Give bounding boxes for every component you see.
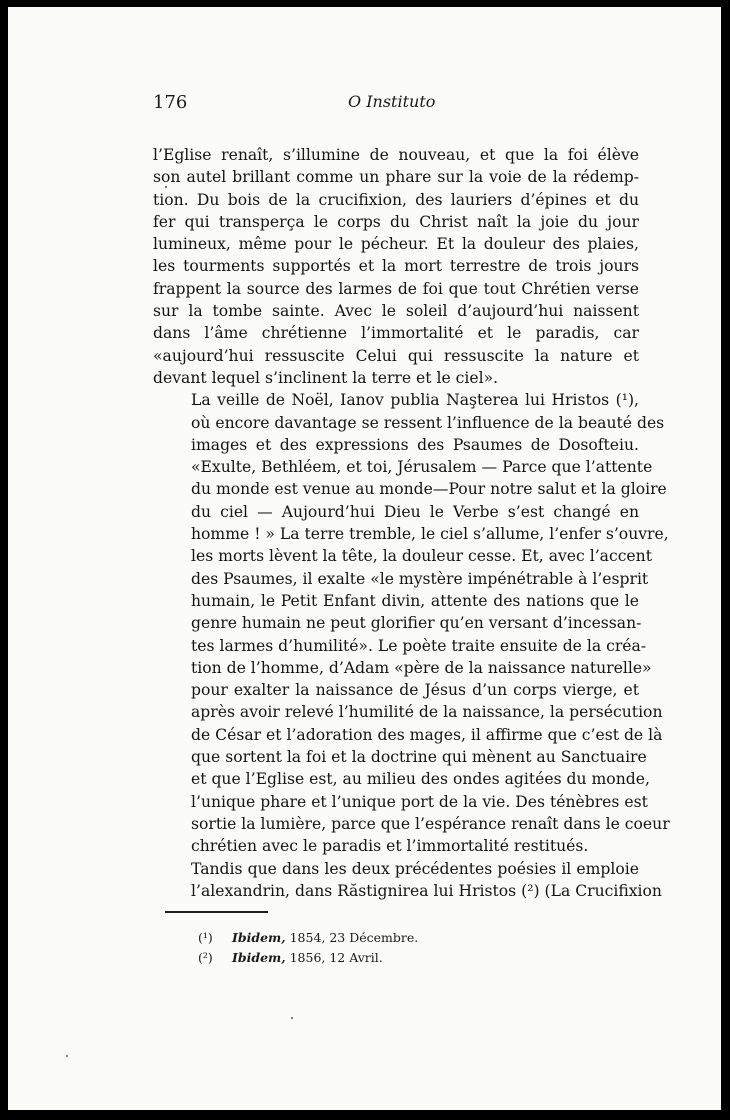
scan-speck	[165, 186, 167, 188]
text-line: où encore davantage se ressent l’influence de la beauté des	[191, 413, 665, 432]
footnote-item	[198, 928, 418, 948]
text-line: frappent la source des larmes de foi que tout Chrétien verse	[153, 279, 639, 298]
footnote-text: 1856, 12 Avril.	[285, 950, 383, 965]
footnote-ibidem: Ibidem,	[232, 950, 286, 965]
text-line: les tourments supportés et la mort terrestre de trois jours	[153, 257, 639, 276]
text-line: «Exulte, Bethléem, et toi, Jérusalem — Parce que l’attente	[191, 458, 653, 477]
text-line: La veille de Noël, Ianov publia Naşterea lui Hristos (¹),	[191, 391, 639, 410]
text-line: images et des expressions des Psaumes de Dosofteiu.	[191, 435, 639, 454]
body-text	[153, 144, 670, 902]
footnote-item	[198, 948, 418, 968]
text-line: de César et l’adoration des mages, il affirme que c’est de là	[191, 725, 663, 744]
text-line: chrétien avec le paradis et l’immortalité restitués.	[191, 837, 589, 856]
text-line: du ciel — Aujourd’hui Dieu le Verbe s’est changé en	[191, 502, 639, 521]
text-line: dans l’âme chrétienne l’immortalité et le paradis, car	[153, 324, 639, 343]
text-line: lumineux, même pour le pécheur. Et la douleur des plaies,	[153, 235, 639, 254]
footnote-text: 1854, 23 Décembre.	[285, 930, 419, 945]
page-header	[153, 92, 639, 116]
text-line: genre humain ne peut glorifier qu’en versant d’incessan-	[191, 614, 642, 633]
text-line: homme ! » La terre tremble, le ciel s’allume, l’enfer s’ouvre,	[191, 525, 669, 544]
text-line: Tandis que dans les deux précédentes poésies il emploie	[191, 859, 639, 878]
text-line: sortie la lumière, parce que l’espérance renaît dans le coeur	[191, 814, 670, 833]
text-line: que sortent la foi et la doctrine qui mènent au Sanctuaire	[191, 748, 647, 767]
text-line: tes larmes d’humilité». Le poète traite ensuite de la créa-	[191, 636, 647, 655]
text-line: sur la tombe sainte. Avec le soleil d’aujourd’hui naissent	[153, 302, 639, 321]
paragraph	[153, 144, 639, 389]
text-line: l’Eglise renaît, s’illumine de nouveau, et que la foi élève	[153, 146, 639, 164]
text-line: et que l’Eglise est, au milieu des ondes agitées du monde,	[191, 770, 650, 789]
footnote-mark: (¹)	[198, 930, 213, 945]
text-line: humain, le Petit Enfant divin, attente des nations que le	[191, 591, 639, 610]
text-line: tion de l’homme, d’Adam «père de la naissance naturelle»	[191, 658, 652, 677]
text-line: devant lequel s’inclinent la terre et le ciel».	[153, 368, 499, 387]
text-line: fer qui transperça le corps du Christ naît la joie du jour	[153, 212, 639, 231]
footnote-mark: (²)	[198, 950, 213, 965]
footnotes	[198, 928, 418, 968]
page-number: 176	[153, 92, 188, 113]
text-line: tion. Du bois de la crucifixion, des lauriers d’épines et du	[153, 190, 639, 209]
text-line: du monde est venue au monde—Pour notre salut et la gloire	[191, 480, 667, 499]
text-line: l’unique phare et l’unique port de la vie. Des ténèbres est	[191, 792, 648, 811]
text-line: l’alexandrin, dans Răstignirea lui Hristos (²) (La Crucifixion	[191, 881, 662, 900]
footnote-ibidem: Ibidem,	[232, 930, 286, 945]
text-line: son autel brillant comme un phare sur la voie de la rédemp-	[153, 168, 639, 187]
text-line: «aujourd’hui ressuscite Celui qui ressuscite la nature et	[153, 346, 639, 365]
scan-speck	[66, 1055, 68, 1057]
running-title: O Instituto	[348, 92, 436, 111]
footnote-separator	[165, 911, 268, 913]
paragraph	[153, 858, 662, 903]
text-line: pour exalter la naissance de Jésus d’un corps vierge, et	[191, 681, 639, 700]
scan-speck	[291, 1017, 293, 1019]
text-line: les morts lèvent la tête, la douleur cesse. Et, avec l’accent	[191, 547, 652, 566]
paragraph	[153, 389, 670, 857]
text-line: des Psaumes, il exalte «le mystère impénétrable à l’esprit	[191, 569, 649, 588]
text-line: après avoir relevé l’humilité de la naissance, la persécution	[191, 703, 663, 722]
